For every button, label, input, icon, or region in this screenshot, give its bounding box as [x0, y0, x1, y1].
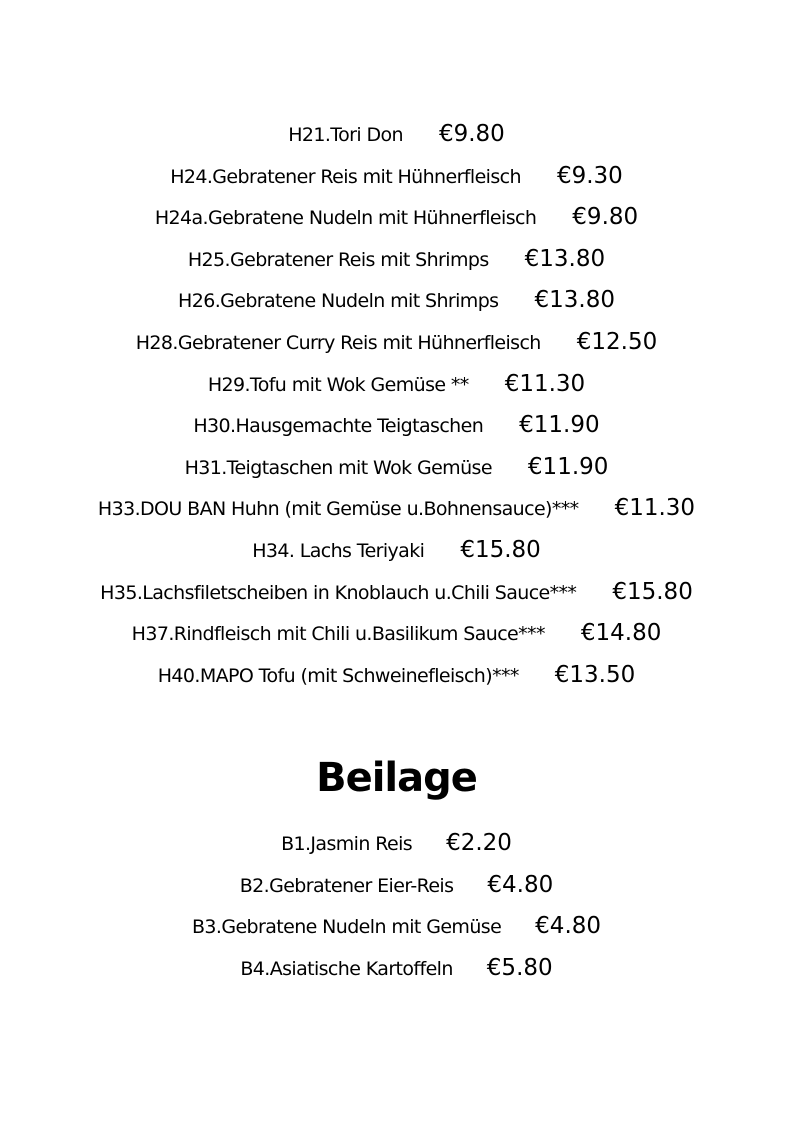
- menu-item: [0, 655, 793, 697]
- menu-item: [0, 823, 793, 865]
- menu-item-price: €13.50: [554, 661, 636, 688]
- section-title-beilage: Beilage: [316, 755, 477, 801]
- side-menu-list: [0, 823, 793, 989]
- menu-item-price: €9.30: [556, 162, 623, 189]
- menu-item-name: H33.DOU BAN Huhn (mit Gemüse u.Bohnensauce)***: [97, 498, 579, 521]
- menu-item: [0, 156, 793, 198]
- menu-item: [0, 530, 793, 572]
- menu-item-price: €9.80: [438, 121, 505, 147]
- menu-item-price: €14.80: [580, 620, 662, 647]
- main-menu-list: [0, 114, 793, 696]
- menu-item-price: €9.80: [572, 204, 639, 231]
- menu-item: [0, 948, 793, 990]
- menu-item: [0, 197, 793, 239]
- menu-item: [0, 364, 793, 406]
- menu-item: [0, 322, 793, 364]
- menu-item-price: €11.30: [504, 370, 586, 397]
- menu-item-name: H35.Lachsfiletscheiben in Knoblauch u.Chili Sauce***: [100, 581, 577, 604]
- menu-item-name: H37.Rindfleisch mit Chili u.Basilikum Sauce***: [131, 623, 545, 646]
- menu-item: [0, 488, 793, 530]
- menu-item-price: €2.20: [446, 830, 512, 856]
- menu-item-price: €4.80: [487, 871, 554, 898]
- menu-item-price: €4.80: [535, 913, 602, 940]
- menu-item-name: B1.Jasmin Reis: [281, 833, 413, 855]
- menu-item-name: H26.Gebratene Nudeln mit Shrimps: [178, 290, 499, 313]
- menu-item-name: H31.Teigtaschen mit Wok Gemüse: [184, 456, 492, 479]
- menu-item-price: €5.80: [486, 954, 553, 981]
- menu-item: [0, 613, 793, 655]
- menu-item-price: €13.80: [524, 245, 606, 272]
- menu-item-name: H28.Gebratener Curry Reis mit Hühnerfleisch: [135, 331, 541, 354]
- menu-item-name: H25.Gebratener Reis mit Shrimps: [187, 248, 489, 271]
- menu-item: [0, 405, 793, 447]
- menu-item: [0, 447, 793, 489]
- menu-item-name: B2.Gebratener Eier-Reis: [239, 874, 454, 897]
- menu-item: [0, 906, 793, 948]
- menu-item-name: H40.MAPO Tofu (mit Schweinefleisch)***: [157, 664, 519, 687]
- menu-item-price: €15.80: [612, 578, 693, 605]
- menu-item-name: H24.Gebratener Reis mit Hühnerfleisch: [170, 165, 521, 188]
- menu-item-name: B3.Gebratene Nudeln mit Gemüse: [191, 916, 502, 939]
- menu-item-price: €12.50: [576, 328, 658, 355]
- menu-item-name: B4.Asiatische Kartoffeln: [240, 957, 453, 980]
- menu-item-name: H24a.Gebratene Nudeln mit Hühnerfleisch: [154, 207, 537, 230]
- menu-item-price: €11.90: [519, 412, 600, 439]
- menu-item-price: €13.80: [534, 287, 615, 314]
- menu-item-name: H21.Tori Don: [288, 124, 403, 146]
- menu-item-name: H30.Hausgemachte Teigtaschen: [193, 415, 484, 438]
- menu-item: [0, 865, 793, 907]
- menu-item-price: €11.90: [527, 453, 609, 480]
- menu-item-name: H34. Lachs Teriyaki: [252, 539, 425, 562]
- menu-item: [0, 114, 793, 156]
- menu-item-price: €11.30: [614, 495, 696, 522]
- menu-item: [0, 572, 793, 614]
- menu-item-name: H29.Tofu mit Wok Gemüse **: [207, 373, 469, 396]
- menu-item: [0, 280, 793, 322]
- menu-item: [0, 239, 793, 281]
- menu-item-price: €15.80: [460, 536, 541, 563]
